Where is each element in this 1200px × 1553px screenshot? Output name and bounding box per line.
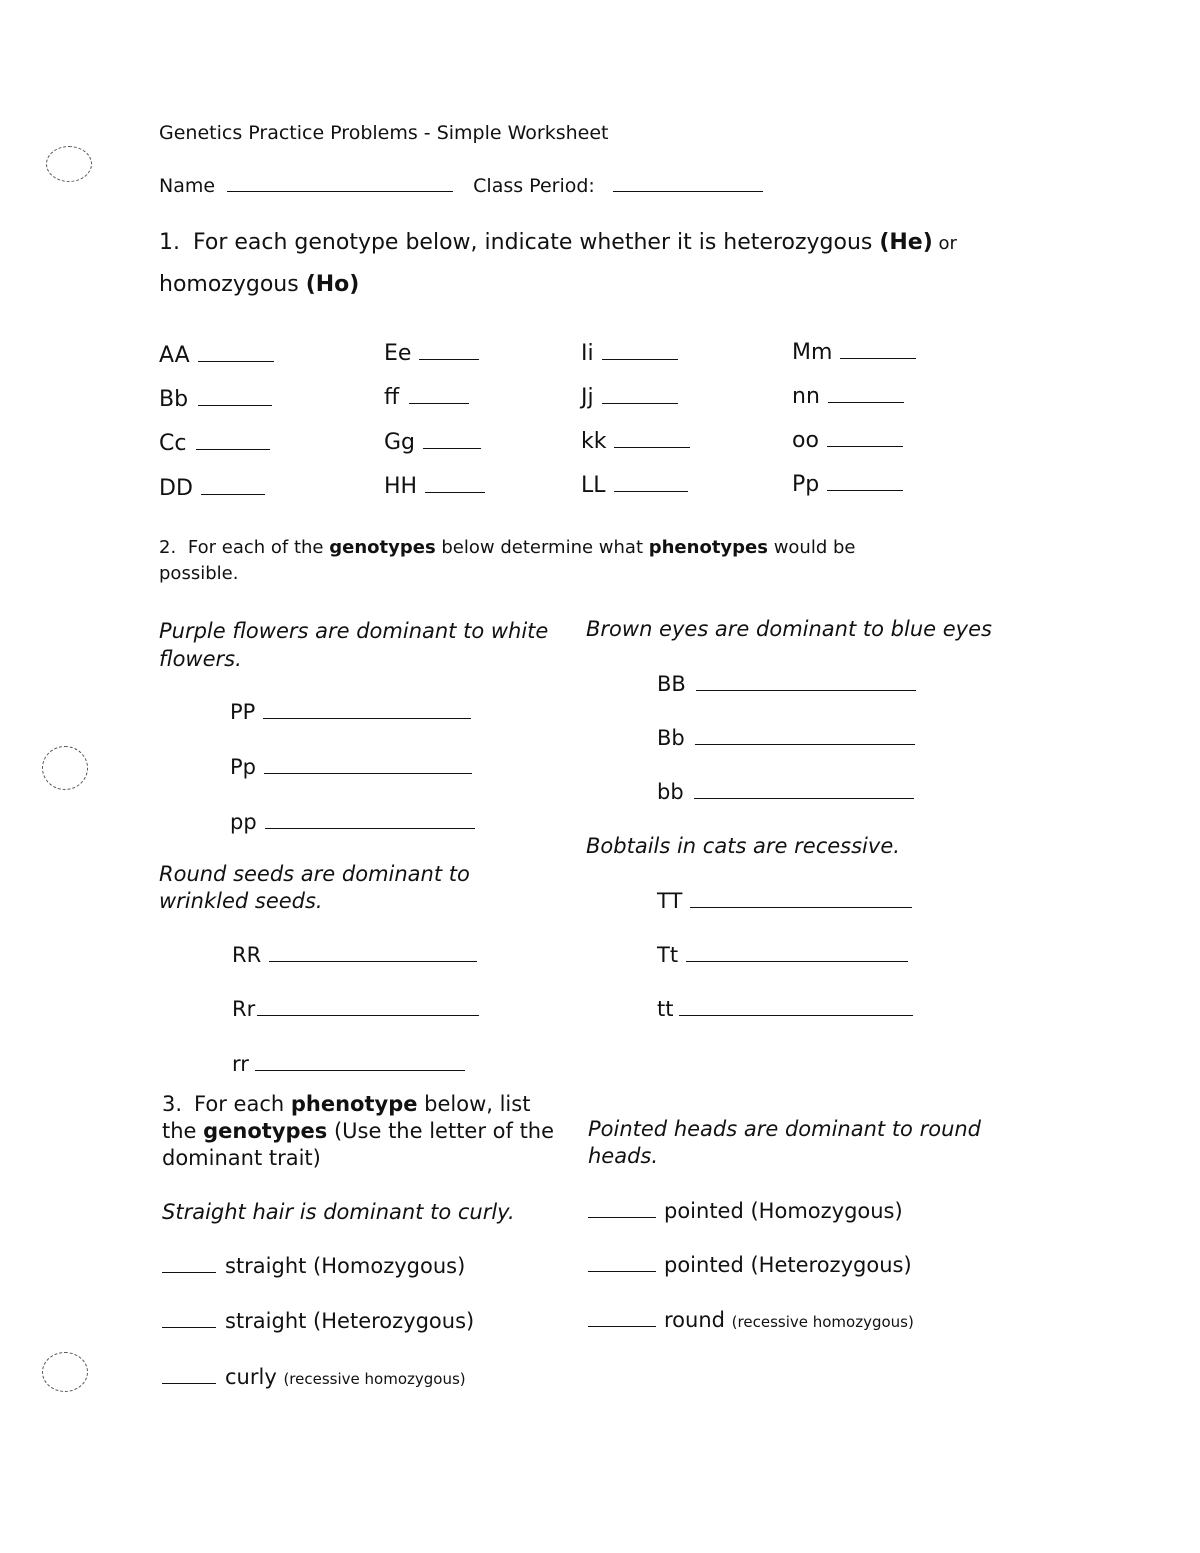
- answer-blank[interactable]: [696, 689, 916, 691]
- answer-blank[interactable]: [588, 1325, 656, 1327]
- eye-genotype-row: bb: [657, 780, 914, 804]
- answer-blank[interactable]: [827, 445, 903, 447]
- genotype-item: AA: [159, 343, 274, 368]
- round-seeds-heading-2: wrinkled seeds.: [159, 889, 323, 913]
- seed-genotype-row: rr: [232, 1052, 465, 1076]
- answer-blank[interactable]: [614, 446, 690, 448]
- answer-blank[interactable]: [602, 358, 678, 360]
- genotype-item: Bb: [159, 387, 272, 412]
- purple-genotype-row: PP: [230, 700, 471, 724]
- class-period-label: Class Period:: [473, 175, 595, 197]
- answer-blank[interactable]: [162, 1382, 216, 1384]
- brown-eyes-heading: Brown eyes are dominant to blue eyes: [586, 617, 992, 641]
- answer-blank[interactable]: [694, 797, 914, 799]
- question-2-line2: possible.: [159, 563, 239, 584]
- page-title: Genetics Practice Problems - Simple Worksheet: [159, 122, 609, 144]
- answer-blank[interactable]: [201, 493, 265, 495]
- seed-genotype-row: Rr: [232, 997, 479, 1021]
- answer-blank[interactable]: [264, 772, 472, 774]
- head-phenotype-row: pointed (Homozygous): [588, 1199, 903, 1223]
- question-2-line1: 2. For each of the genotypes below determine what phenotypes would be: [159, 537, 856, 558]
- name-label: Name: [159, 175, 216, 197]
- pointed-heads-heading-1: Pointed heads are dominant to round: [588, 1117, 982, 1141]
- answer-blank[interactable]: [588, 1270, 656, 1272]
- genotype-item: HH: [384, 474, 485, 499]
- hair-phenotype-row: curly (recessive homozygous): [162, 1365, 466, 1389]
- answer-blank[interactable]: [419, 358, 479, 360]
- answer-blank[interactable]: [423, 447, 481, 449]
- cat-genotype-row: tt: [657, 997, 913, 1021]
- binder-hole-middle: [42, 746, 88, 790]
- genotype-item: oo: [792, 428, 903, 453]
- answer-blank[interactable]: [257, 1014, 479, 1016]
- genotype-item: DD: [159, 476, 265, 501]
- answer-blank[interactable]: [162, 1326, 216, 1328]
- answer-blank[interactable]: [614, 490, 688, 492]
- head-phenotype-row: pointed (Heterozygous): [588, 1253, 912, 1277]
- round-seeds-heading-1: Round seeds are dominant to: [159, 862, 470, 886]
- purple-flowers-heading-2: flowers.: [159, 647, 242, 671]
- genotype-item: Ii: [581, 341, 678, 366]
- answer-blank[interactable]: [198, 360, 274, 362]
- answer-blank[interactable]: [162, 1271, 216, 1273]
- answer-blank[interactable]: [425, 491, 485, 493]
- eye-genotype-row: BB: [657, 672, 916, 696]
- question-3-line2: the genotypes (Use the letter of the: [162, 1119, 555, 1143]
- genotype-item: Mm: [792, 340, 916, 365]
- cat-genotype-row: TT: [657, 889, 912, 913]
- pointed-heads-heading-2: heads.: [588, 1144, 659, 1168]
- genotype-item: kk: [581, 429, 690, 454]
- genotype-item: nn: [792, 384, 904, 409]
- purple-genotype-row: Pp: [230, 755, 472, 779]
- cat-genotype-row: Tt: [657, 943, 908, 967]
- name-field[interactable]: [227, 190, 453, 192]
- genotype-item: Jj: [581, 385, 678, 410]
- answer-blank[interactable]: [255, 1069, 465, 1071]
- hair-phenotype-row: straight (Heterozygous): [162, 1309, 474, 1333]
- answer-blank[interactable]: [695, 743, 915, 745]
- binder-hole-bottom: [42, 1352, 88, 1392]
- eye-genotype-row: Bb: [657, 726, 915, 750]
- head-phenotype-row: round (recessive homozygous): [588, 1308, 914, 1332]
- answer-blank[interactable]: [269, 960, 477, 962]
- genotype-item: Ee: [384, 341, 479, 366]
- answer-blank[interactable]: [263, 717, 471, 719]
- question-1-line2: homozygous (Ho): [159, 272, 360, 297]
- answer-blank[interactable]: [265, 827, 475, 829]
- answer-blank[interactable]: [827, 489, 903, 491]
- class-period-field[interactable]: [613, 190, 763, 192]
- hair-phenotype-row: straight (Homozygous): [162, 1254, 465, 1278]
- answer-blank[interactable]: [409, 402, 469, 404]
- purple-genotype-row: pp: [230, 810, 475, 834]
- name-row: [159, 175, 763, 197]
- answer-blank[interactable]: [198, 404, 272, 406]
- answer-blank[interactable]: [828, 401, 904, 403]
- answer-blank[interactable]: [196, 448, 270, 450]
- seed-genotype-row: RR: [232, 943, 477, 967]
- genotype-item: ff: [384, 385, 469, 410]
- question-3-line3: dominant trait): [162, 1146, 321, 1170]
- answer-blank[interactable]: [686, 960, 908, 962]
- genotype-item: LL: [581, 473, 688, 498]
- genotype-item: Gg: [384, 430, 481, 455]
- binder-hole-top: [46, 146, 92, 182]
- answer-blank[interactable]: [588, 1216, 656, 1218]
- answer-blank[interactable]: [679, 1014, 913, 1016]
- genotype-item: Pp: [792, 472, 903, 497]
- answer-blank[interactable]: [602, 402, 678, 404]
- answer-blank[interactable]: [840, 357, 916, 359]
- genotype-item: Cc: [159, 431, 270, 456]
- question-3-line1: 3. For each phenotype below, list: [162, 1092, 531, 1116]
- purple-flowers-heading-1: Purple flowers are dominant to white: [159, 619, 549, 643]
- bobtail-heading: Bobtails in cats are recessive.: [586, 834, 900, 858]
- straight-hair-heading: Straight hair is dominant to curly.: [162, 1200, 515, 1224]
- answer-blank[interactable]: [690, 906, 912, 908]
- question-1-line1: 1. For each genotype below, indicate whether it is heterozygous (He) or: [159, 230, 957, 255]
